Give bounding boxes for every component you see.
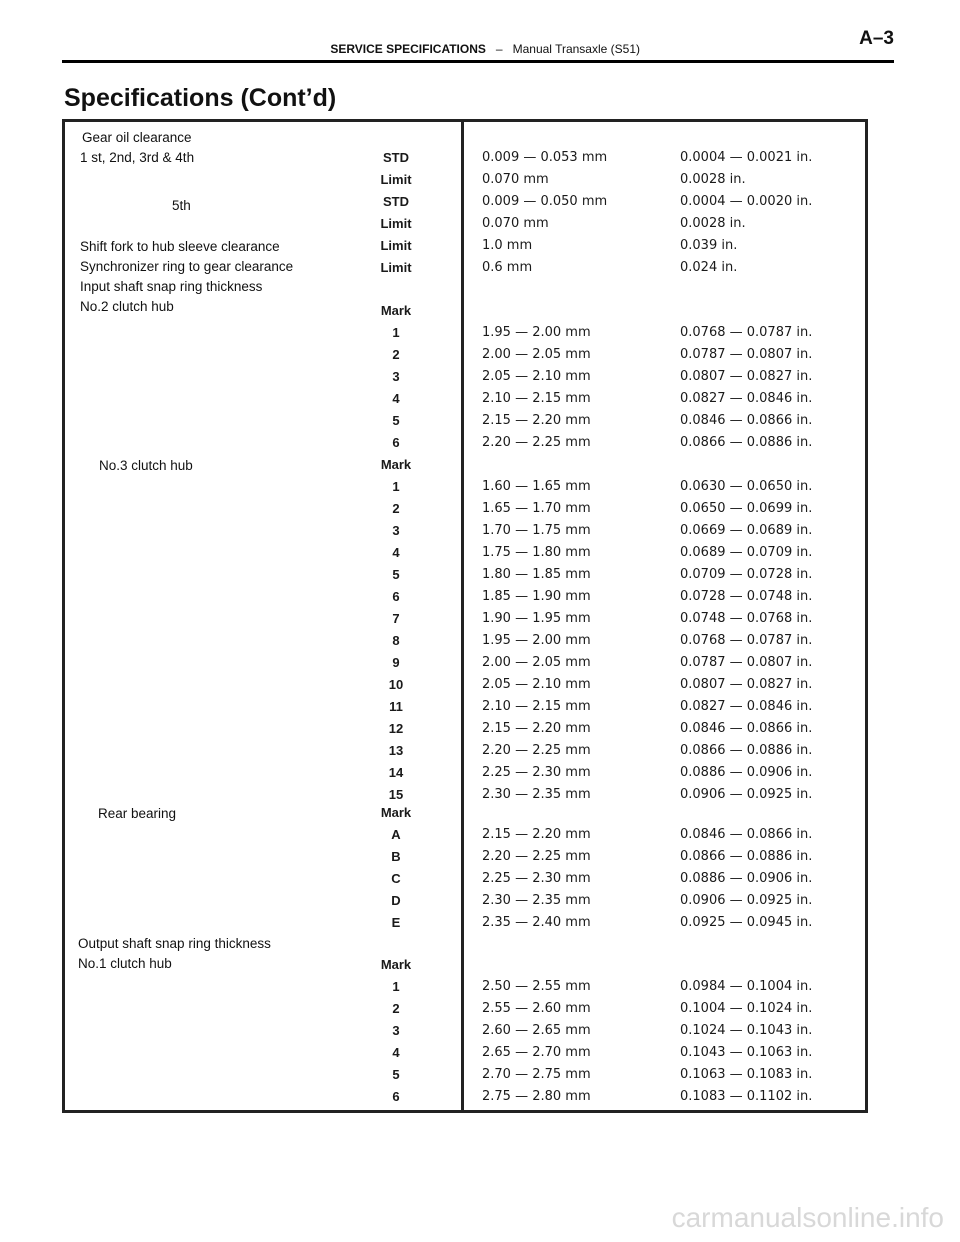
row-value-in: 0.1063 — 0.1083 in. (680, 1067, 813, 1082)
row-mark: 5 (392, 413, 400, 428)
row-value-in: 0.0886 — 0.0906 in. (680, 765, 813, 780)
row-mark: 4 (392, 545, 400, 560)
row-value-mm: 0.070 mm (482, 216, 549, 231)
row-value-mm: 2.15 — 2.20 mm (482, 413, 591, 428)
page-title: Specifications (Cont’d) (64, 84, 337, 112)
row-value-mm: 2.10 — 2.15 mm (482, 699, 591, 714)
row-mark: 12 (388, 721, 404, 736)
row-value-mm: 0.6 mm (482, 260, 533, 275)
row-mark: 3 (392, 369, 400, 384)
row-value-mm: 2.30 — 2.35 mm (482, 893, 591, 908)
label-output-snap-ring: Output shaft snap ring thickness (78, 936, 271, 951)
row-value-mm: 2.25 — 2.30 mm (482, 871, 591, 886)
column-divider (461, 122, 464, 1110)
row-mark: 4 (392, 391, 400, 406)
row-value-in: 0.0846 — 0.0866 in. (680, 827, 813, 842)
row-value-mm: 2.00 — 2.05 mm (482, 347, 591, 362)
row-mark: C (391, 871, 401, 886)
row-value-in: 0.1043 — 0.1063 in. (680, 1045, 813, 1060)
row-value-mm: 2.35 — 2.40 mm (482, 915, 591, 930)
label-5th: 5th (172, 198, 191, 213)
row-mark: 6 (392, 435, 400, 450)
row-value-in: 0.0768 — 0.0787 in. (680, 633, 813, 648)
header-rule (62, 60, 894, 63)
row-mark: 14 (388, 765, 404, 780)
row-value-mm: 1.80 — 1.85 mm (482, 567, 591, 582)
row-value-in: 0.0906 — 0.0925 in. (680, 787, 813, 802)
row-value-mm: 1.70 — 1.75 mm (482, 523, 591, 538)
row-mark: 7 (392, 611, 400, 626)
row-value-in: 0.0886 — 0.0906 in. (680, 871, 813, 886)
row-value-in: 0.0768 — 0.0787 in. (680, 325, 813, 340)
row-value-in: 0.0925 — 0.0945 in. (680, 915, 813, 930)
row-value-mm: 2.20 — 2.25 mm (482, 435, 591, 450)
row-mark: E (391, 915, 401, 930)
row-value-mm: 1.90 — 1.95 mm (482, 611, 591, 626)
row-value-mm: 2.30 — 2.35 mm (482, 787, 591, 802)
row-value-mm: 1.60 — 1.65 mm (482, 479, 591, 494)
row-value-in: 0.1024 — 0.1043 in. (680, 1023, 813, 1038)
row-value-in: 0.0866 — 0.0886 in. (680, 849, 813, 864)
header-subtitle: Manual Transaxle (S51) (512, 42, 640, 56)
row-value-mm: 2.50 — 2.55 mm (482, 979, 591, 994)
row-value-mm: 2.15 — 2.20 mm (482, 721, 591, 736)
row-value-in: 0.0807 — 0.0827 in. (680, 369, 813, 384)
row-value-mm: 2.20 — 2.25 mm (482, 743, 591, 758)
row-value-in: 0.0728 — 0.0748 in. (680, 589, 813, 604)
row-mark: 8 (392, 633, 400, 648)
row-mark: 1 (392, 325, 400, 340)
row-value-mm: 2.60 — 2.65 mm (482, 1023, 591, 1038)
label-rear-bearing: Rear bearing (98, 806, 177, 821)
row-value-in: 0.0748 — 0.0768 in. (680, 611, 813, 626)
row-mark: 3 (392, 523, 400, 538)
row-value-in: 0.0709 — 0.0728 in. (680, 567, 813, 582)
row-value-in: 0.0650 — 0.0699 in. (680, 501, 813, 516)
page-number: A–3 (859, 28, 894, 49)
row-value-mm: 1.85 — 1.90 mm (482, 589, 591, 604)
row-value-in: 0.0787 — 0.0807 in. (680, 655, 813, 670)
row-mark: Mark (380, 805, 412, 820)
row-value-mm: 0.009 — 0.053 mm (482, 150, 608, 165)
row-mark: 2 (392, 501, 400, 516)
row-value-mm: 2.65 — 2.70 mm (482, 1045, 591, 1060)
row-value-mm: 0.070 mm (482, 172, 549, 187)
row-value-mm: 1.95 — 2.00 mm (482, 633, 591, 648)
row-value-in: 0.0827 — 0.0846 in. (680, 699, 813, 714)
row-mark: 13 (388, 743, 404, 758)
row-mark: 2 (392, 347, 400, 362)
header-section: SERVICE SPECIFICATIONS (330, 42, 486, 56)
row-value-in: 0.039 in. (680, 238, 738, 253)
row-value-in: 0.0004 — 0.0020 in. (680, 194, 813, 209)
row-mark: 15 (388, 787, 404, 802)
row-value-mm: 2.10 — 2.15 mm (482, 391, 591, 406)
row-mark: Mark (380, 303, 412, 318)
row-value-mm: 1.65 — 1.70 mm (482, 501, 591, 516)
row-value-mm: 2.20 — 2.25 mm (482, 849, 591, 864)
running-header (0, 42, 640, 56)
row-value-in: 0.0669 — 0.0689 in. (680, 523, 813, 538)
label-no2-clutch-hub: No.2 clutch hub (80, 299, 174, 314)
label-synchronizer-ring: Synchronizer ring to gear clearance (80, 259, 294, 274)
row-value-mm: 2.00 — 2.05 mm (482, 655, 591, 670)
row-mark: STD (383, 194, 409, 209)
row-value-in: 0.0028 in. (680, 172, 746, 187)
row-value-in: 0.0846 — 0.0866 in. (680, 721, 813, 736)
row-mark: Mark (380, 457, 412, 472)
row-value-mm: 2.05 — 2.10 mm (482, 369, 591, 384)
row-mark: 1 (392, 979, 400, 994)
watermark: carmanualsonline.info (671, 1202, 944, 1233)
row-mark: Mark (380, 957, 412, 972)
row-mark: 9 (392, 655, 400, 670)
row-value-mm: 1.95 — 2.00 mm (482, 325, 591, 340)
row-value-mm: 1.0 mm (482, 238, 533, 253)
row-value-mm: 2.70 — 2.75 mm (482, 1067, 591, 1082)
row-mark: 4 (392, 1045, 400, 1060)
row-mark: 3 (392, 1023, 400, 1038)
row-value-in: 0.0827 — 0.0846 in. (680, 391, 813, 406)
row-value-in: 0.1083 — 0.1102 in. (680, 1089, 813, 1104)
label-gear-oil-clearance: Gear oil clearance (82, 130, 192, 145)
row-mark: Limit (380, 216, 412, 231)
label-no1-clutch-hub: No.1 clutch hub (78, 956, 172, 971)
row-value-in: 0.024 in. (680, 260, 738, 275)
row-value-mm: 1.75 — 1.80 mm (482, 545, 591, 560)
row-value-mm: 2.55 — 2.60 mm (482, 1001, 591, 1016)
row-value-in: 0.0984 — 0.1004 in. (680, 979, 813, 994)
row-mark: 10 (388, 677, 404, 692)
row-value-in: 0.1004 — 0.1024 in. (680, 1001, 813, 1016)
row-value-in: 0.0028 in. (680, 216, 746, 231)
row-value-in: 0.0846 — 0.0866 in. (680, 413, 813, 428)
row-mark: Limit (380, 172, 412, 187)
row-mark: 5 (392, 1067, 400, 1082)
row-mark: 6 (392, 1089, 400, 1104)
row-value-mm: 0.009 — 0.050 mm (482, 194, 608, 209)
row-value-in: 0.0004 — 0.0021 in. (680, 150, 813, 165)
header-separator: – (495, 42, 503, 56)
row-mark: 1 (392, 479, 400, 494)
row-value-mm: 2.05 — 2.10 mm (482, 677, 591, 692)
row-value-mm: 2.75 — 2.80 mm (482, 1089, 591, 1104)
row-mark: 11 (389, 699, 403, 714)
row-value-in: 0.0807 — 0.0827 in. (680, 677, 813, 692)
row-mark: 2 (392, 1001, 400, 1016)
row-value-in: 0.0787 — 0.0807 in. (680, 347, 813, 362)
row-value-in: 0.0866 — 0.0886 in. (680, 743, 813, 758)
label-1st-4th: 1 st, 2nd, 3rd & 4th (80, 150, 195, 165)
label-input-snap-ring: Input shaft snap ring thickness (80, 279, 263, 294)
row-mark: 6 (392, 589, 400, 604)
row-mark: Limit (380, 260, 412, 275)
row-value-mm: 2.25 — 2.30 mm (482, 765, 591, 780)
row-mark: D (391, 893, 401, 908)
row-mark: A (391, 827, 401, 842)
row-mark: B (391, 849, 401, 864)
row-mark: Limit (380, 238, 412, 253)
row-value-in: 0.0689 — 0.0709 in. (680, 545, 813, 560)
row-mark: 5 (392, 567, 400, 582)
label-shift-fork: Shift fork to hub sleeve clearance (80, 239, 280, 254)
row-value-in: 0.0866 — 0.0886 in. (680, 435, 813, 450)
row-value-in: 0.0906 — 0.0925 in. (680, 893, 813, 908)
row-value-in: 0.0630 — 0.0650 in. (680, 479, 813, 494)
label-no3-clutch-hub: No.3 clutch hub (99, 458, 193, 473)
row-value-mm: 2.15 — 2.20 mm (482, 827, 591, 842)
row-mark: STD (383, 150, 409, 165)
